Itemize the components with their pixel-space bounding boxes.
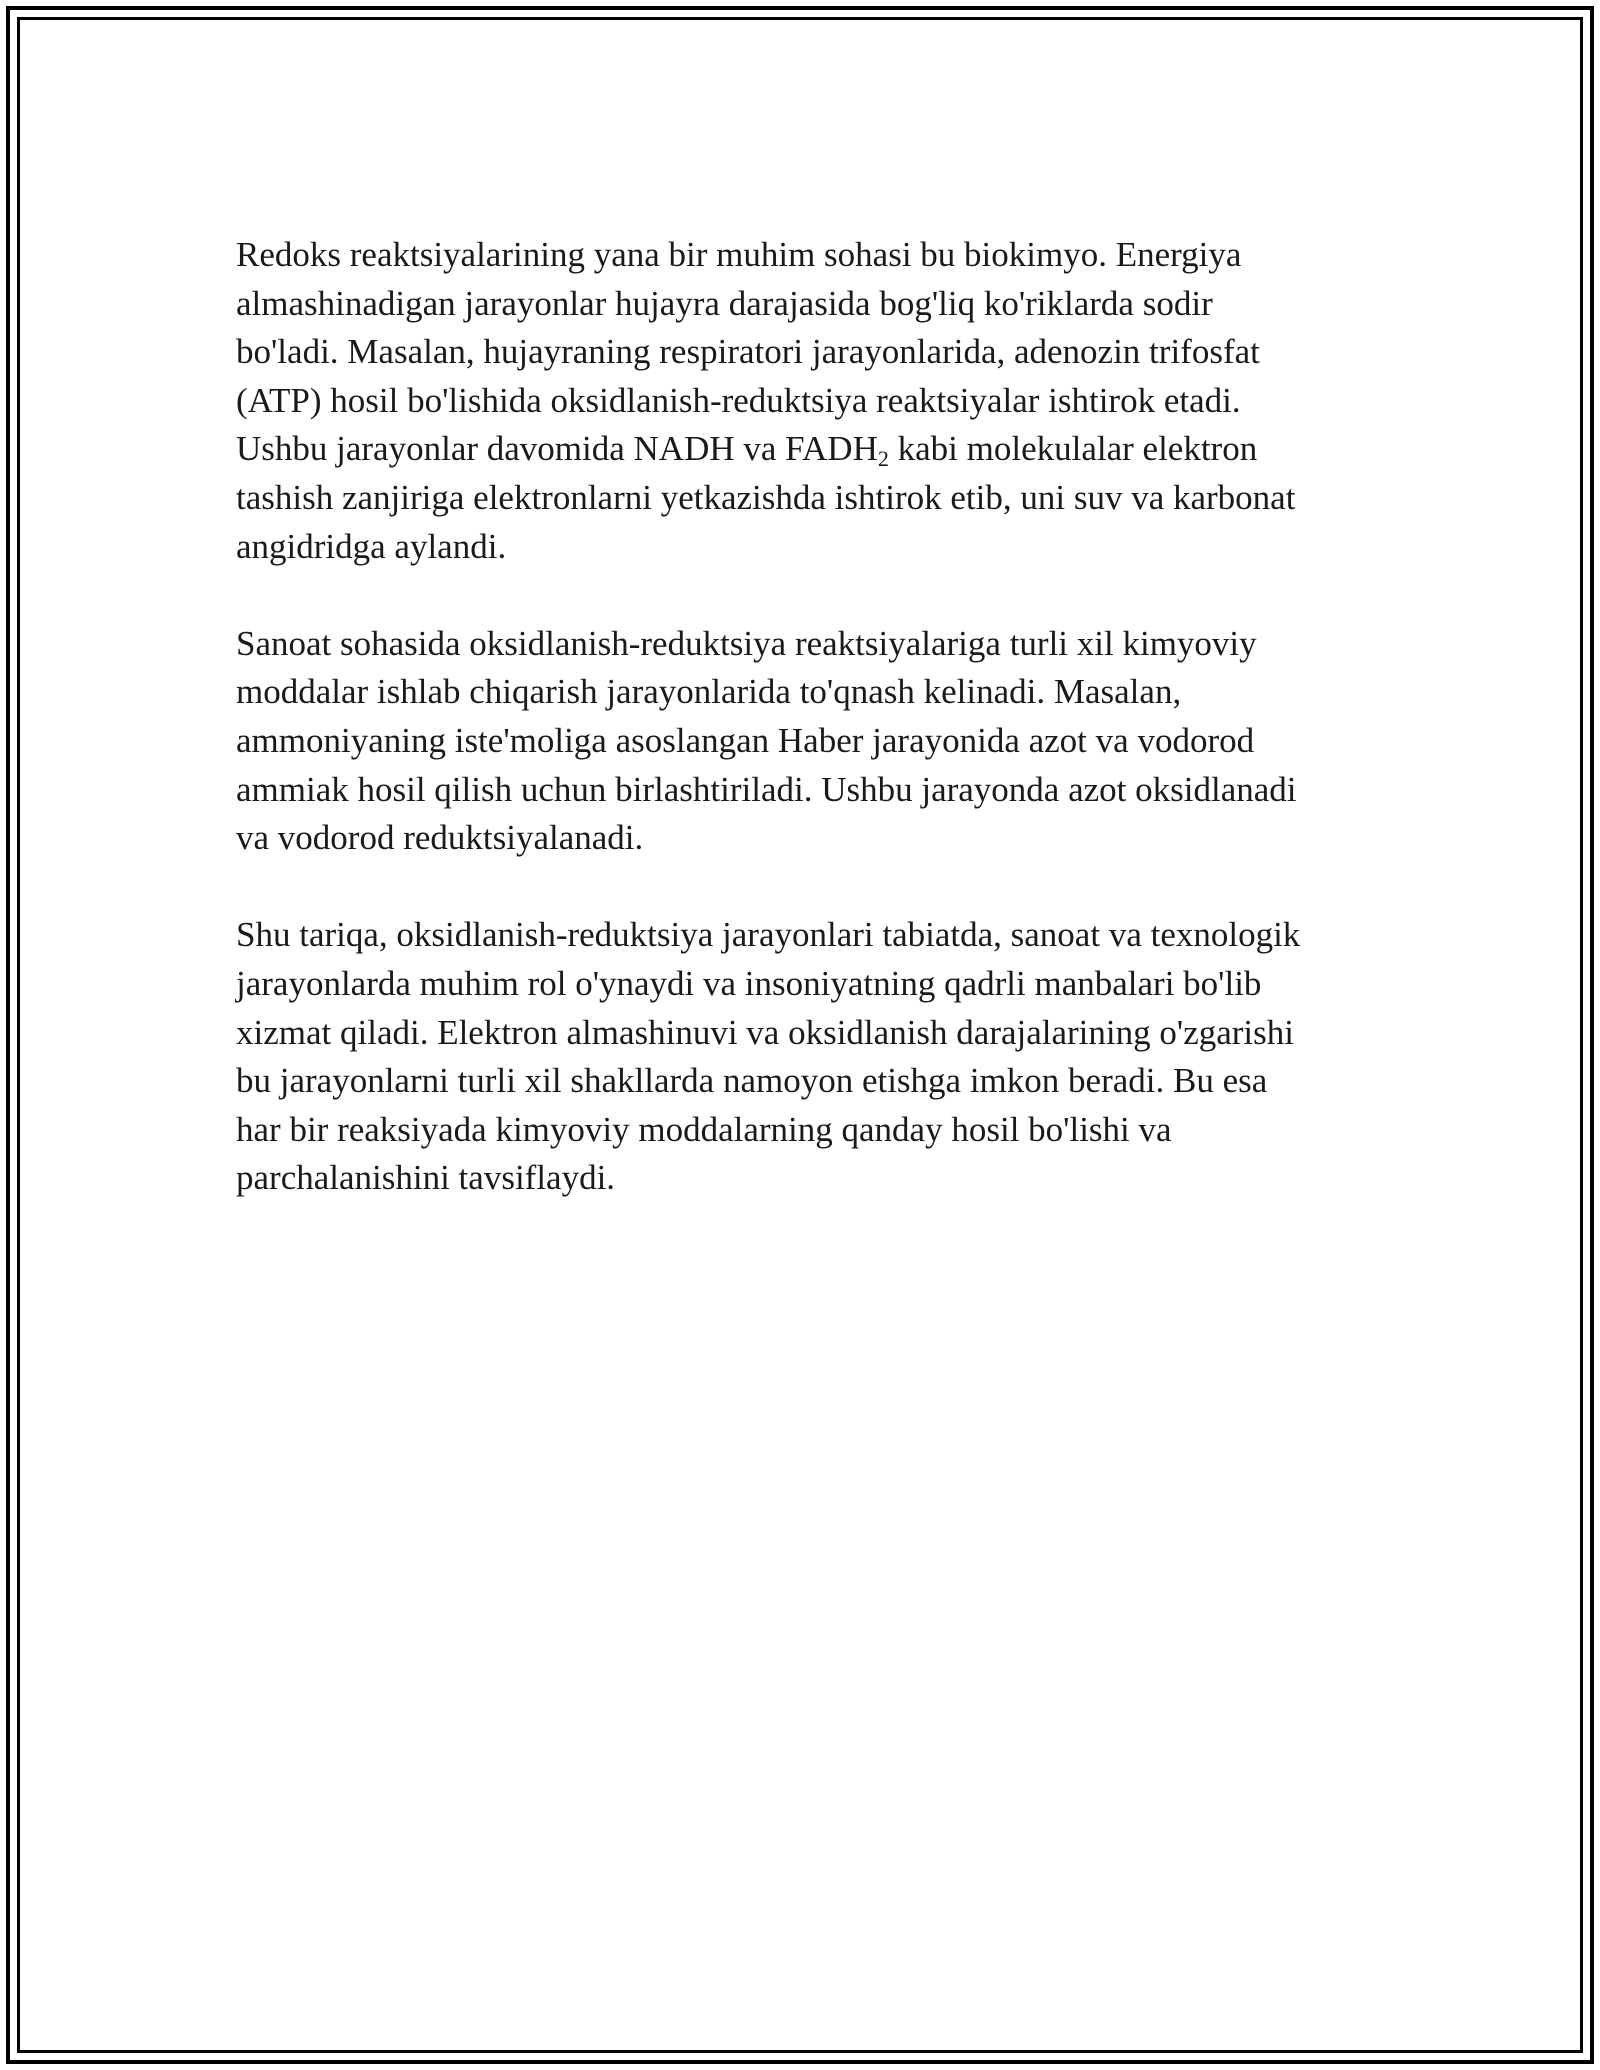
text-line: almashinadigan jarayonlar hujayra darajasida bog'liq ko'riklarda sodir xyxy=(236,283,1213,323)
text-line: va vodorod reduktsiyalanadi. xyxy=(236,818,644,858)
text-line: har bir reaksiyada kimyoviy moddalarning qanday hosil bo'lishi va xyxy=(236,1109,1172,1149)
text-line: parchalanishini tavsiflaydi. xyxy=(236,1158,616,1198)
text-line: ammiak hosil qilish uchun birlashtiriladi. Ushbu jarayonda azot oksidlanadi xyxy=(236,769,1297,809)
text-line: Sanoat sohasida oksidlanish-reduktsiya reaktsiyalariga turli xil kimyoviy xyxy=(236,623,1257,663)
text-line-with-subscript xyxy=(236,425,1376,474)
text-line: tashish zanjiriga elektronlarni yetkazishda ishtirok etib, uni suv va karbonat xyxy=(236,477,1296,517)
text-line: (ATP) hosil bo'lishida oksidlanish-reduktsiya reaktsiyalar ishtirok etadi. xyxy=(236,380,1241,420)
text-line: angidridga aylandi. xyxy=(236,526,507,566)
text-line: xizmat qiladi. Elektron almashinuvi va oksidlanish darajalarining o'zgarishi xyxy=(236,1012,1294,1052)
paragraph-biochemistry xyxy=(236,231,1376,571)
text-line: moddalar ishlab chiqarish jarayonlarida to'qnash kelinadi. Masalan, xyxy=(236,672,1182,712)
paragraph-conclusion xyxy=(236,911,1376,1203)
text-line: jarayonlarda muhim rol o'ynaydi va insoniyatning qadrli manbalari bo'lib xyxy=(236,963,1262,1003)
text-line: Shu tariqa, oksidlanish-reduktsiya jarayonlari tabiatda, sanoat va texnologik xyxy=(236,915,1301,955)
document-body xyxy=(236,231,1376,1251)
text-line: Redoks reaktsiyalarining yana bir muhim sohasi bu biokimyo. Energiya xyxy=(236,235,1242,274)
paragraph-industry xyxy=(236,620,1376,863)
subscript: 2 xyxy=(877,446,889,472)
text-fragment: kabi molekulalar elektron xyxy=(888,429,1258,469)
text-line: bo'ladi. Masalan, hujayraning respiratori jarayonlarida, adenozin trifosfat xyxy=(236,332,1260,372)
text-line: ammoniyaning iste'moliga asoslangan Haber jarayonida azot va vodorod xyxy=(236,720,1255,760)
text-fragment: Ushbu jarayonlar davomida NADH va FADH xyxy=(236,429,878,469)
text-line: bu jarayonlarni turli xil shakllarda namoyon etishga imkon beradi. Bu esa xyxy=(236,1061,1268,1101)
